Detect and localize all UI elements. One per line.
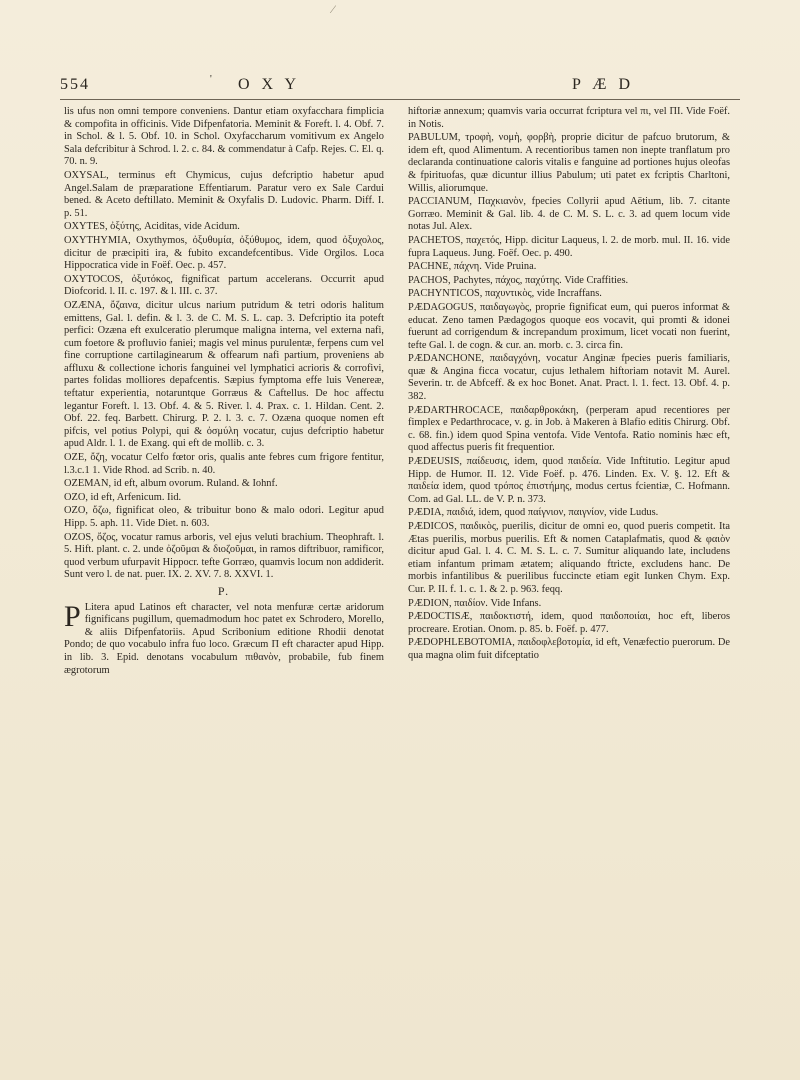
drop-cap: P — [64, 599, 81, 633]
header-left-word: O X Y — [238, 76, 301, 93]
entry-ozo-arsenicum: OZO, id eft, Arfenicum. Iid. — [64, 491, 182, 503]
right-column — [408, 106, 730, 664]
entry-ozos: OZOS, ὄζος, vocatur ramus arboris, vel ejus veluti brachium. Theophraft. l. 5. Hift. plant. c. 2. unde ὀζοῦμαι & διοζοῦμαι, in ramos diftribuor, ramificor, quod verbum ufurpavit Hippocr. tefte Gorræo, quamvis locum non addiderit. Sunt vero l. de nat. puer. IX. 2. XV. 7. 8. XXVI. 1. — [64, 531, 384, 581]
entry-ozo-oleo: OZO, ὄζω, fignificat oleo, & tribuitur bono & malo odori. Legitur apud Hipp. 5. aph. 11. Vide Diet. n. 603. — [64, 505, 384, 529]
entry-paedagogus: PÆDAGOGUS, παιδαγωγὸς, proprie fignificat eum, qui pueros informat & educat. Zeno tamen Pædagogos quoque eos vocavit, qui promti & idonei fuerunt ad corrigendum & increpandum proximum, licet vocati non fuerint, tefte Gal. l. de cogn. & cur. an. morb. c. 3. circa fin. — [408, 301, 730, 351]
entry-paedanchone: PÆDANCHONE, παιδαγχόνη, vocatur Anginæ fpecies pueris familiaris, quæ & Angina ficca vocatur, cujus lethalem hiftoriam notavit M. Aurel. Severin. tr. de Abfceff. & ex hoc Bonet. Anat. Pract. l. 1. fect. 13. Obf. 4. p. 382. — [408, 353, 730, 403]
entry-paedion: PÆDION, παιδίον. Vide Infans. — [408, 597, 542, 609]
entry-continuation: hiftoriæ annexum; quamvis varia occurrat fcriptura vel πι, vel ΠΙ. Vide Foëf. in Notis. — [408, 106, 730, 130]
header-mark: ' — [210, 74, 214, 85]
entry-pachetos: PACHETOS, παχετός, Hipp. dicitur Laqueus, l. 2. de morb. mul. II. 16. vide fupra Laqueus. Jung. Foëf. Oec. p. 490. — [408, 234, 730, 259]
entry-oxytocos: OXYTOCOS, ὀξυτόκος, fignificat partum accelerans. Occurrit apud Diofcorid. l. II. c. 197. & l. III. c. 37. — [64, 273, 384, 298]
entry-paedophlebotomia: PÆDOPHLEBOTOMIA, παιδοφλεβοτομία, id eft, Venæfectio puerorum. De qua magna olim fuit difceptatio — [408, 637, 730, 661]
section-p-text: Litera apud Latinos eft character, vel nota menfuræ certæ aridorum fignificans pugillum, quemadmodum hoc patet ex Schrodero, Morello, & aliis Difpenfatoriis. Apud Scribonium editione Rhodii denotat Pondo; de quo vocabulo infra fuo loco. Græcum Π eft character apud Hipp. in lib. 3. Epid. denotans vocabulum πιθανὸν, probabile, fub finem ægrotorum — [64, 601, 384, 676]
entry-oxysaccharum: lis ufus non omni tempore conveniens. Dantur etiam oxyfacchara fimplicia & compofita in officinis. Vide Difpenfatoria. Meminit & Foreft. l. 4. Obf. 7. in Schol. & l. 5. Obf. 10. in Schol. Oxyfaccharum vomitivum ex Angelo Sala defcribitur à Schrod. l. 2. c. 84. & commendatur à Cafp. Rejes. C. El. q. 70. n. 9. — [64, 106, 384, 168]
section-heading-p: P. — [217, 583, 231, 598]
running-header — [60, 76, 740, 100]
entry-paccianum: PACCIANUM, Παχκιανὸν, fpecies Collyrii apud Aëtium, lib. 7. citante Gorræo. Meminit & Gal. lib. 4. de C. M. S. L. c. 3. ad quem locum vide notas Jul. Alex. — [408, 196, 730, 233]
entry-paedeusis: PÆDEUSIS, παίδευσις, idem, quod παιδεία. Vide Inftitutio. Legitur apud Hipp. de Humor. II. 12. Vide Foëf. p. 476. Linden. Ex. V. §. 12. Eft & παιδεία idem, quod τρόπος ἐπιστήμης, modus certus fcientiæ, C. Hofmann. Com. ad Gal. LL. de V. P. n. 373. — [408, 456, 730, 505]
entry-paedarthrocace: PÆDARTHROCACE, παιδαρθροκάκη, (perperam apud recentiores per fimplex e Pedarthrocace, v. g. in Job. à Makeren à Blafio editis Chirurg. Obf. c. 68. fin.) idem quod Spina ventofa. Vide Ventofa. Ratio nominis hæc eft, quod affectus pueris fit frequentior. — [408, 404, 730, 454]
entry-oze: OZE, ὄζη, vocatur Celfo fœtor oris, qualis ante febres cum frigore fentitur, l.3.c.1 1. Vide Rhod. ad Scrib. n. 40. — [64, 452, 384, 476]
entry-oxythymia: OXYTHYMIA, Oxythymos, ὀξυθυμία, ὀξύθυμος, idem, quod ὀξυχολος, dicitur de præcipiti ira, & fubito excandefcentibus. Vide Orgilos. Loca Hippocratica vide in Foëf. Oec. p. 457. — [64, 234, 384, 272]
header-rule — [60, 99, 740, 100]
page-number: 554 — [60, 76, 90, 93]
entry-paedoctisae: PÆDOCTISÆ, παιδοκτιστή, idem, quod παιδοποιίαι, hoc eft, liberos procreare. Erotian. Onom. p. 85. b. Foëf. p. 477. — [408, 611, 730, 635]
entry-pachos: PACHOS, Pachytes, πάχος, παχύτης. Vide Craffities. — [408, 274, 629, 286]
entry-ozaena: OZÆNA, ὄζαινα, dicitur ulcus narium putridum & tetri odoris halitum emittens, Gal. l. defin. & l. 3. de C. M. S. L. cap. 3. Defcriptio ita poteft perfici: Ozæna eft exulceratio plerumque maligna interna, vel externa nafi, cum foetore & profluvio faniei; magis vel minus purulentæ, ferpens cum vel fine corruptione cartilaginearum & offearum nafi partium, proveniens ab affluxu & collectione ichoris fanguinei vel lymphatici acrioris & corrofivi, partes folidas molliores depafcentis. Sæpius fymptoma effe luis Venereæ, teftatur experientia, notaruntque Gorræus & Caftellus. De hoc affectu legantur Foreft. l. 13. Obf. 4. & 5. River. l. 4. Prax. c. 1. Hildan. Cent. 2. Obf. 22. feq. Barbett. Chirurg. P. 2. l. 3. c. 7. Ozæna quoque nomen eft pifcis, vel potius Polypi, qui & ὀσμύλη vocatur, cujus defcriptio habetur apud Aldr. l. 1. de Exang. qui eft de mollib. c. 3. — [64, 299, 384, 450]
entry-paedicos: PÆDICOS, παιδικὸς, puerilis, dicitur de omni eo, quod pueris competit. Ita Ætas puerilis, morbus puerilis. Eft & nomen Cataplafmatis, quod & φαιὸν dicitur apud Gal. l. 4. C. M. S. L. c. 7. Sumitur aliquando late, includens etiam infantum primam ætatem; aliquando ftricte, excludens hanc. De morbis infantilibus & puerilibus fuccincte etiam egit Iunken Chym. Exp. Cur. P. II. f. 1. c. 1. & 2. p. 963. feqq. — [408, 521, 730, 595]
top-mark: ⁄ — [332, 2, 335, 16]
entry-paedia: PÆDIA, παιδιά, idem, quod παίγνιον, παιγνίον, vide Ludus. — [408, 507, 659, 519]
entry-ozeman: OZEMAN, id eft, album ovorum. Ruland. & Iohnf. — [64, 478, 278, 490]
entry-oxysal: OXYSAL, terminus eft Chymicus, cujus defcriptio habetur apud Angel.Salam de præparatione Effentiarum. Paratur vero ex Sale Cardui bened. & Aceto deftillato. Meminit & Oxyfalis D. Ludovic. Pharm. Diff. I. p. 51. — [64, 169, 384, 219]
header-right-word: P Æ D — [572, 76, 635, 93]
entry-pachynticos: PACHYNTICOS, παχυντικὸς, vide Incraffans. — [408, 288, 602, 300]
entry-oxytes: OXYTES, ὀξύτης, Aciditas, vide Acidum. — [64, 221, 240, 233]
section-p-intro — [64, 599, 384, 678]
left-column — [64, 106, 384, 677]
entry-pachne: PACHNE, πάχνη. Vide Pruina. — [408, 261, 537, 273]
entry-pabulum: PABULUM, τροφὴ, νομὴ, φορβὴ, proprie dicitur de pafcuo brutorum, & idem eft, quod Alimentum. A recentioribus tamen non inepte tranflatum pro declaranda continuatione caloris vitalis e fanguine ad portiones hujus oleofas & fpirituofas, quæ dicuntur illius Pabulum; uti patet ex fcriptis Charltoni, Willis, aliorumque. — [408, 132, 730, 194]
